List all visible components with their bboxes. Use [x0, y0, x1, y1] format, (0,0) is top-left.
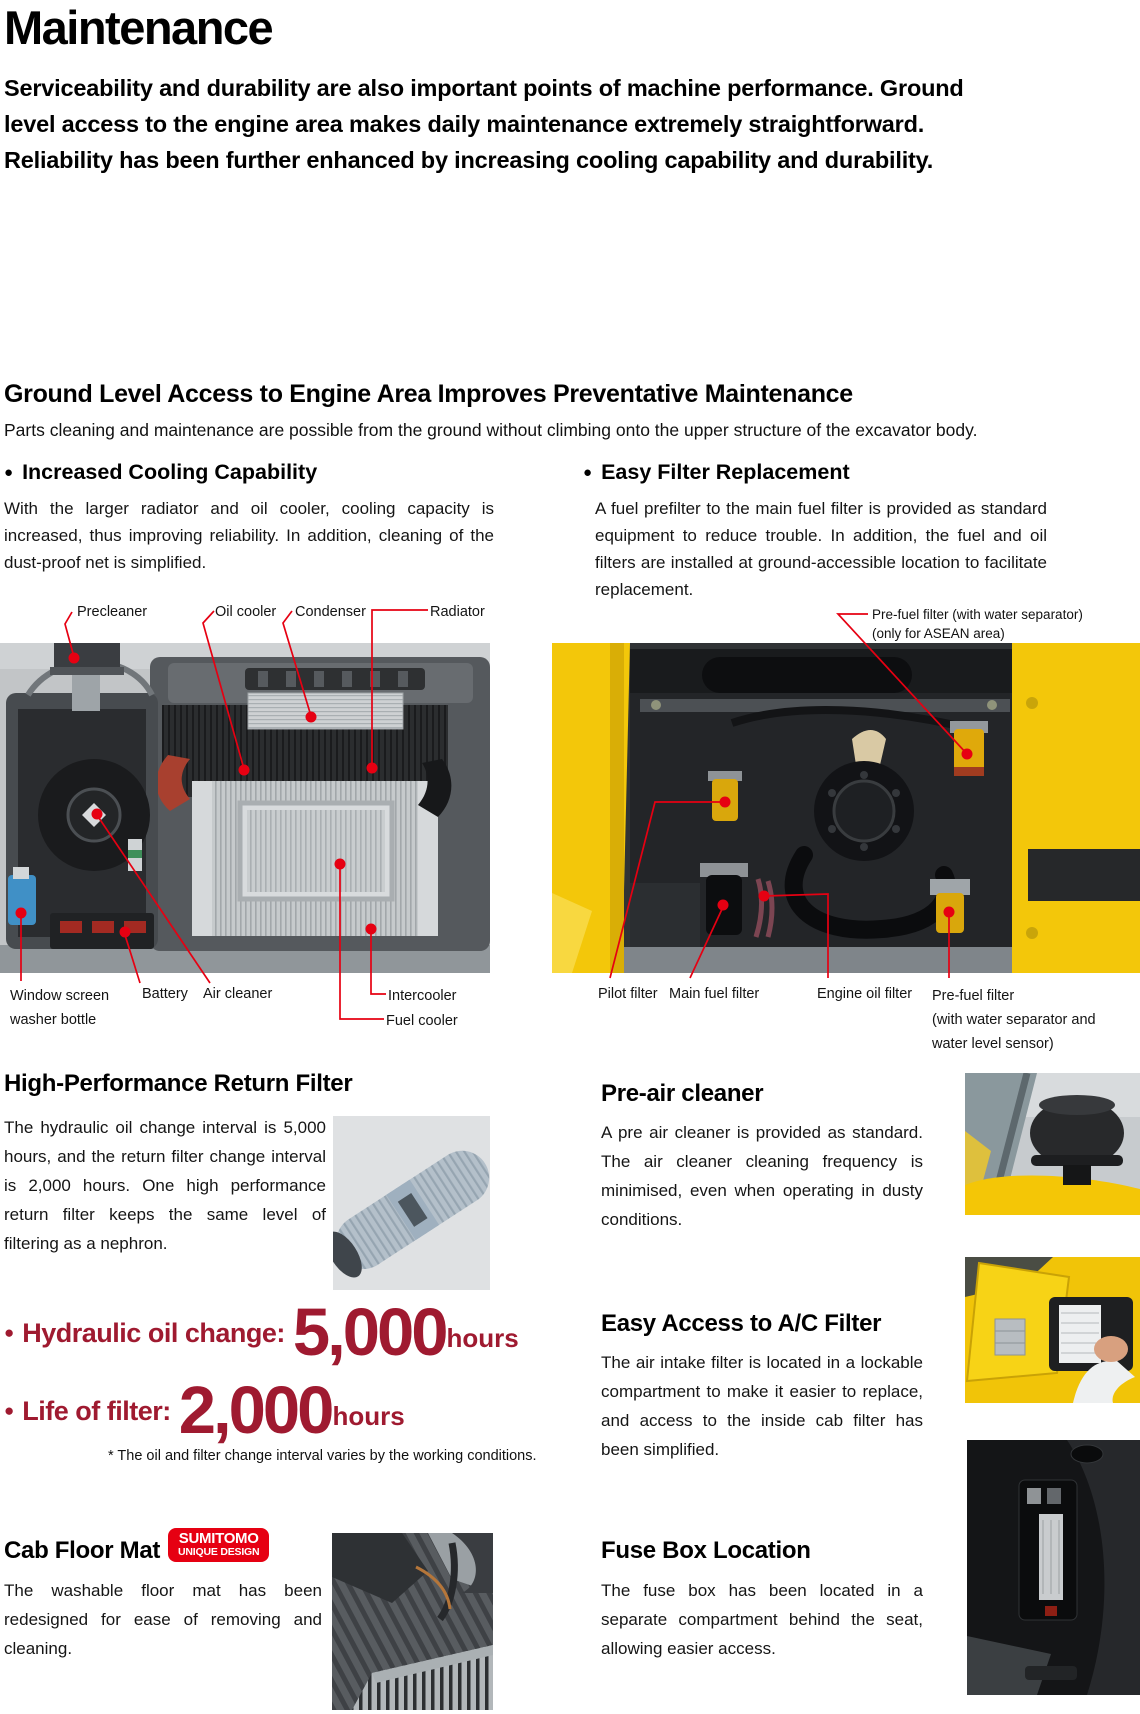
- pre-fuel-line1: Pre-fuel filter: [932, 988, 1015, 1004]
- pre-fuel-filter-canister: [936, 893, 964, 933]
- ac-filter-element: [1059, 1305, 1101, 1363]
- callout-label-condenser: Condenser: [295, 604, 366, 620]
- hand: [1094, 1336, 1128, 1362]
- washer-bottle: [8, 875, 36, 925]
- yellow-panel-right: [1012, 643, 1140, 973]
- stat1-unit: hours: [446, 1322, 519, 1353]
- pre-air-cleaner-photo: [965, 1073, 1140, 1215]
- return-filter-body: The hydraulic oil change interval is 5,000 hours, and the return filter change interval is 2,000 hours. One high performance return filter keeps the same level of filtering as a nephron.: [4, 1118, 326, 1253]
- page-title: Maintenance: [4, 1, 273, 54]
- filter-replacement-heading: [583, 460, 1045, 485]
- bullet-icon: ●: [4, 464, 14, 481]
- stat2-label: Life of filter:: [22, 1395, 171, 1426]
- cab-mat-heading: Cab Floor Mat: [4, 1537, 161, 1564]
- callout-label-air-cleaner: Air cleaner: [203, 986, 273, 1002]
- prefuel-asean-line1: Pre-fuel filter (with water separator): [872, 607, 1083, 622]
- callout-label-pre-fuel-filter: [932, 984, 1096, 1056]
- callout-label-oil-cooler: Oil cooler: [215, 604, 277, 620]
- cab-floor-mat-photo: [332, 1533, 493, 1710]
- washer-line1: Window screen: [10, 988, 110, 1004]
- stat2-value: 2,000: [178, 1373, 332, 1448]
- stat1-value: 5,000: [292, 1295, 446, 1370]
- badge-line2: UNIQUE DESIGN: [178, 1545, 260, 1558]
- cooling-section: [4, 460, 500, 576]
- callout-label-precleaner: Precleaner: [77, 604, 148, 620]
- pre-fuel-line3: water level sensor): [932, 1036, 1054, 1052]
- fuse-box-photo: [967, 1440, 1140, 1695]
- callout-label-engine-oil-filter: Engine oil filter: [817, 986, 913, 1002]
- sumitomo-unique-design-badge: [168, 1528, 269, 1562]
- bullet-icon: ●: [4, 1401, 15, 1421]
- return-filter-photo: [333, 1116, 490, 1290]
- condenser-core: [248, 693, 403, 729]
- pre-fuel-line2: (with water separator and: [932, 1012, 1096, 1028]
- pre-fuel-filter-asean: [954, 729, 984, 773]
- prefuel-asean-line2: (only for ASEAN area): [872, 626, 1005, 641]
- callout-label-main-fuel-filter: Main fuel filter: [669, 986, 760, 1002]
- filter-replacement-heading-text: Easy Filter Replacement: [601, 460, 850, 484]
- callout-label-battery: Battery: [142, 986, 188, 1002]
- engine-bay-left-photo: [0, 643, 490, 973]
- hinge: [995, 1319, 1025, 1355]
- stat-footnote: * The oil and filter change interval varies by the working conditions.: [108, 1448, 537, 1464]
- callout-label-intercooler: Intercooler: [388, 988, 457, 1004]
- return-filter-heading: High-Performance Return Filter: [4, 1070, 353, 1097]
- fuse-box-body: The fuse box has been located in a separate compartment behind the seat, allowing easier access.: [601, 1581, 923, 1658]
- ac-filter-heading: Easy Access to A/C Filter: [601, 1310, 882, 1337]
- stat1-label: Hydraulic oil change:: [22, 1317, 285, 1348]
- callout-label-fuel-cooler: Fuel cooler: [386, 1013, 458, 1029]
- engine-bay-right-photo: [552, 643, 1140, 973]
- ac-filter-body: The air intake filter is located in a lockable compartment to make it easier to replace, and access to the inside cab filter has been simplified.: [601, 1353, 923, 1459]
- callout-label-pilot-filter: Pilot filter: [598, 986, 658, 1002]
- filter-replacement-body: A fuel prefilter to the main fuel filter is provided as standard equipment to reduce trouble. In addition, the fuel and oil filters are installed at ground-accessible location to facilitate replacement.: [595, 499, 1047, 599]
- cooling-body: With the larger radiator and oil cooler, cooling capacity is increased, thus improving reliability. In addition, cleaning of the dust-proof net is simplified.: [4, 499, 494, 572]
- ground-level-subtext: Parts cleaning and maintenance are possible from the ground without climbing onto the upper structure of the excavator body.: [4, 420, 978, 440]
- cooling-heading: [4, 460, 500, 485]
- pre-air-body: A pre air cleaner is provided as standard. The air cleaner cleaning frequency is minimised, even when operating in dusty conditions.: [601, 1123, 923, 1229]
- callout-label-radiator: Radiator: [430, 604, 485, 620]
- ac-filter-photo: [965, 1257, 1140, 1403]
- fuse-box-heading: Fuse Box Location: [601, 1537, 811, 1564]
- callout-label-prefuel-asean: [872, 605, 1083, 643]
- cab-mat-body: The washable floor mat has been redesigned for ease of removing and cleaning.: [4, 1581, 322, 1658]
- pilot-filter-canister: [712, 779, 738, 821]
- life-of-filter-stat: [4, 1373, 405, 1448]
- cooling-heading-text: Increased Cooling Capability: [22, 460, 318, 484]
- hydraulic-oil-change-stat: [4, 1295, 519, 1370]
- filter-replacement-section: [583, 460, 1045, 603]
- bullet-icon: ●: [4, 1323, 15, 1343]
- bullet-icon: ●: [583, 464, 593, 481]
- washer-line2: washer bottle: [10, 1012, 97, 1028]
- intro-paragraph: Serviceability and durability are also important points of machine performance. Ground level access to the engine area makes daily maintenance extremely straightforward. Reliability has been further enhanced by increasing cooling capability and durability.: [4, 75, 964, 173]
- ground-level-heading: Ground Level Access to Engine Area Improves Preventative Maintenance: [4, 380, 853, 408]
- muffler: [702, 657, 912, 693]
- pre-air-heading: Pre-air cleaner: [601, 1080, 764, 1107]
- callout-label-washer-bottle: [10, 984, 109, 1032]
- stat2-unit: hours: [332, 1400, 405, 1431]
- badge-line1: SUMITOMO: [178, 1530, 259, 1547]
- main-fuel-filter-canister: [706, 875, 742, 935]
